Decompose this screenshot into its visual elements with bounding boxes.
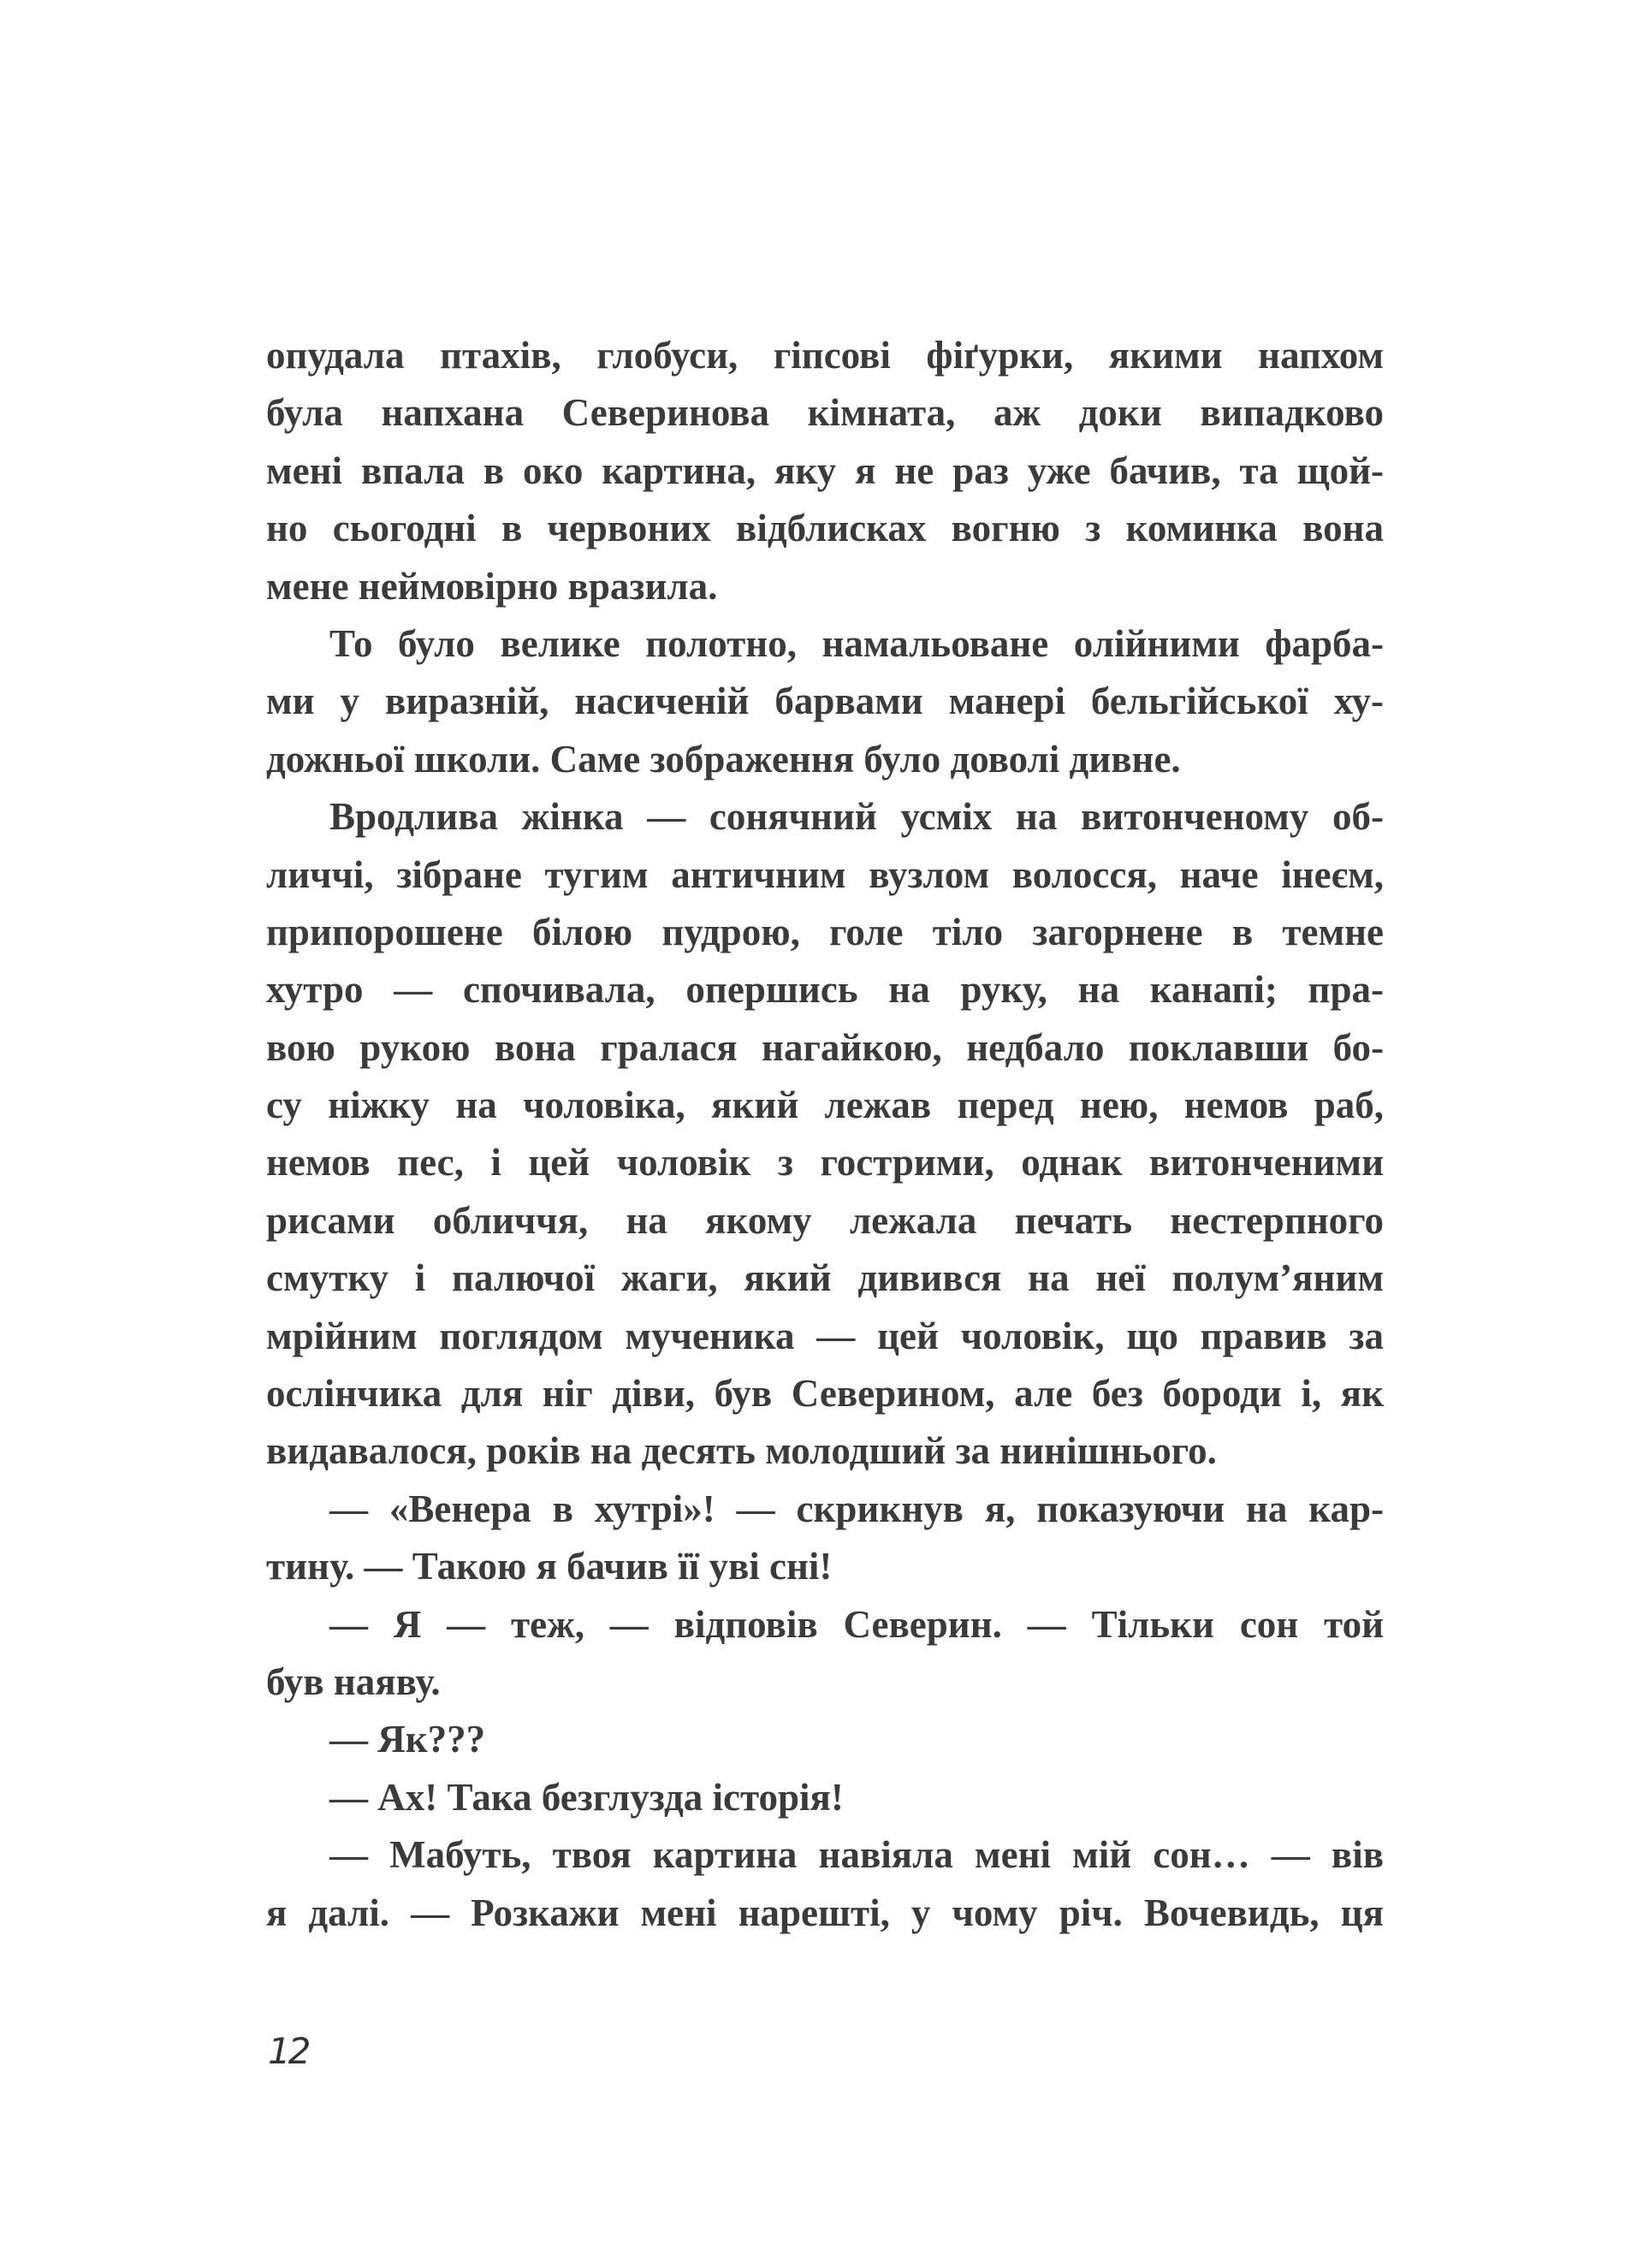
text-line: — «Венера в хутрі»! — скрикнув я, показуючи на кар- — [329, 1487, 1384, 1530]
paragraph — [266, 1711, 1384, 1768]
text-line: — Ах! Така безглузда історія! — [329, 1775, 844, 1819]
paragraph — [266, 1769, 1384, 1826]
paragraph — [266, 1481, 1384, 1596]
text-line: мені впала в око картина, яку я не раз уже бачив, та щой- — [266, 448, 1384, 492]
paragraph — [266, 1596, 1384, 1712]
text-line: ми у виразній, насиченій барвами манері бельгійської ху- — [266, 680, 1384, 723]
text-line: ослінчика для ніг діви, був Северином, але без бороди і, як — [266, 1372, 1384, 1416]
text-line: — Мабуть, твоя картина навіяла мені мій сон… — вів — [329, 1833, 1384, 1877]
paragraph — [266, 1826, 1384, 1942]
text-line: — Я — теж, — відповів Северин. — Тільки сон той — [329, 1602, 1384, 1646]
text-line: личчі, зібране тугим античним вузлом волосся, наче інеєм, — [266, 852, 1384, 896]
text-line: дожньої школи. Саме зображення було доволі дивне. — [266, 737, 1181, 781]
text-line: Вродлива жінка — сонячний усміх на витонченому об- — [329, 795, 1384, 839]
page-number: 12 — [268, 2030, 309, 2072]
text-line: мене неймовірно вразила. — [266, 564, 718, 608]
text-line: су ніжку на чоловіка, який лежав перед нею, немов раб, — [266, 1084, 1384, 1127]
body-text — [266, 327, 1384, 1942]
text-line: був наяву. — [266, 1659, 441, 1703]
paragraph — [266, 327, 1384, 615]
paragraph — [266, 788, 1384, 1481]
text-line: опудала птахів, глобуси, гіпсові фіґурки, якими напхом — [266, 334, 1384, 377]
text-line: То було велике полотно, намальоване олійними фарба- — [329, 621, 1384, 665]
text-line: вою рукою вона гралася нагайкою, недбало поклавши бо- — [266, 1025, 1384, 1069]
paragraph — [266, 615, 1384, 788]
text-line: немов пес, і цей чоловік з гострими, однак витонченими — [266, 1141, 1384, 1184]
text-line: но сьогодні в червоних відблисках вогню з коминка вона — [266, 507, 1384, 550]
text-line: — Як??? — [329, 1718, 486, 1761]
text-line: видавалося, років на десять молодший за нинішнього. — [266, 1429, 1217, 1473]
text-line: я далі. — Розкажи мені нарешті, у чому річ. Вочевидь, ця — [266, 1891, 1384, 1934]
text-line: мрійним поглядом мученика — цей чоловік, що правив за — [266, 1314, 1384, 1357]
text-line: тину. — Такою я бачив її уві сні! — [266, 1545, 833, 1588]
text-line: смутку і палючої жаги, який дивився на неї полум’яним — [266, 1256, 1384, 1300]
text-line: хутро — спочивала, опершись на руку, на канапі; пра- — [266, 968, 1384, 1012]
text-line: припорошене білою пудрою, голе тіло загорнене в темне — [266, 910, 1384, 953]
text-line: була напхана Северинова кімната, аж доки випадково — [266, 391, 1384, 435]
text-line: рисами обличчя, на якому лежала печать нестерпного — [266, 1198, 1384, 1242]
